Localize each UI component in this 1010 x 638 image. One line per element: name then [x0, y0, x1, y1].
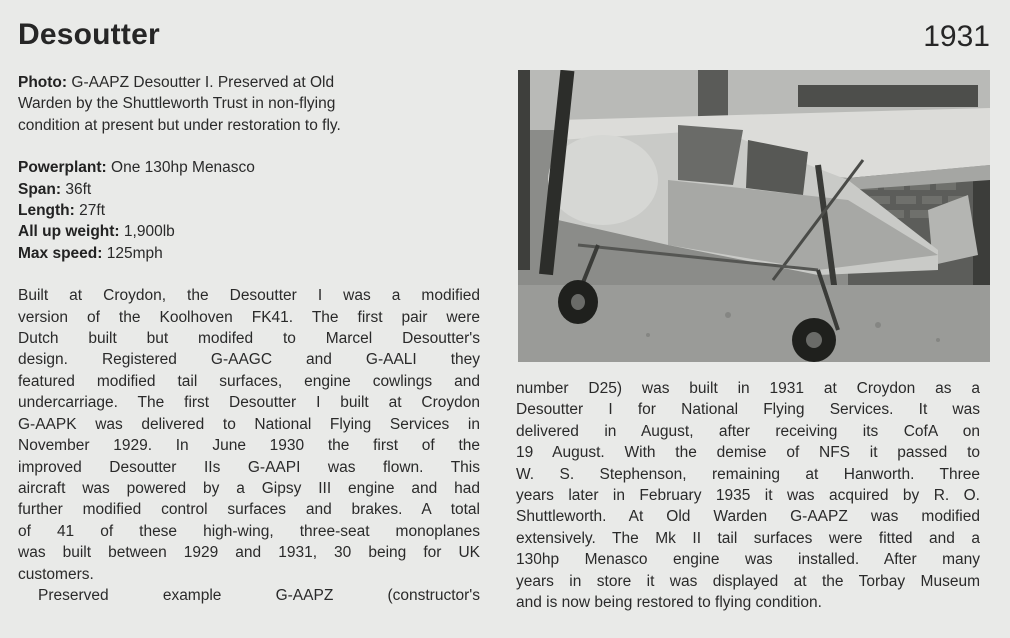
body-line: extensively. The Mk II tail surfaces were fitted and a	[516, 529, 980, 547]
body-line: aircraft was powered by a Gipsy III engine and had	[18, 479, 480, 497]
photo-caption-line: G-AAPZ Desoutter I. Preserved at Old	[71, 74, 335, 91]
body-line: years later in February 1935 it was acquired by R. O.	[516, 487, 980, 505]
body-line: version of the Koolhoven FK41. The first pair were	[18, 308, 480, 326]
body-line: further modified control surfaces and brakes. A total	[18, 501, 480, 519]
body-line: of 41 of these high-wing, three-seat monoplanes	[18, 522, 480, 540]
photo-caption-line: condition at present but under restoration to fly.	[18, 116, 341, 134]
body-line: number D25) was built in 1931 at Croydon as a	[516, 380, 980, 397]
spec-value: 1,900lb	[123, 223, 175, 241]
body-line: years in store it was displayed at the Torbay Museum	[516, 572, 980, 590]
body-line: 130hp Menasco engine was installed. After many	[516, 551, 980, 569]
body-line: November 1929. In June 1930 the first of the	[18, 437, 480, 455]
body-line: Preserved example G-AAPZ (constructor's	[38, 586, 480, 604]
body-line: W. S. Stephenson, remaining at Hanworth. Three	[516, 465, 980, 483]
body-line: design. Registered G-AAGC and G-AALI they	[18, 351, 480, 369]
body-line: Desoutter I for National Flying Services. It was	[516, 401, 980, 419]
body-line: customers.	[18, 565, 94, 583]
body-line: 19 August. With the demise of NFS it passed to	[516, 444, 980, 462]
right-column	[516, 378, 980, 613]
body-line: G-AAPK was delivered to National Flying Services in	[18, 415, 480, 433]
left-column	[18, 72, 480, 606]
spec-value: 36ft	[65, 180, 92, 198]
photo-caption	[18, 72, 480, 136]
body-line: featured modified tail surfaces, engine cowlings and	[18, 372, 480, 390]
desoutter-aircraft-image	[518, 70, 990, 362]
aircraft-photo	[518, 70, 990, 362]
spec-value: 125mph	[106, 244, 163, 262]
spec-value: 27ft	[79, 202, 105, 220]
spec-list	[18, 157, 480, 264]
body-text-left	[18, 285, 480, 606]
photo-caption-line: Warden by the Shuttleworth Trust in non-flying	[18, 95, 336, 113]
photo-caption-label: Photo:	[18, 74, 68, 91]
body-line: Shuttleworth. At Old Warden G-AAPZ was modified	[516, 508, 980, 526]
spec-label: Powerplant:	[18, 159, 107, 177]
body-line: delivered in August, after receiving its CofA on	[516, 422, 980, 440]
spec-label: Max speed:	[18, 244, 103, 262]
body-line: Built at Croydon, the Desoutter I was a modified	[18, 287, 480, 305]
spec-label: Length:	[18, 202, 75, 220]
spec-value: One 130hp Menasco	[111, 159, 255, 177]
body-line: undercarriage. The first Desoutter I built at Croydon	[18, 394, 480, 412]
year-heading: 1931	[923, 20, 990, 53]
body-line: and is now being restored to flying condition.	[516, 594, 822, 612]
spec-label: Span:	[18, 180, 62, 198]
body-line: was built between 1929 and 1931, 30 being for UK	[18, 544, 480, 562]
spec-label: All up weight:	[18, 223, 120, 241]
page-title: Desoutter	[18, 18, 160, 51]
body-line: Dutch built but modifed to Marcel Desoutter's	[18, 330, 480, 348]
body-line: improved Desoutter IIs G-AAPI was flown. This	[18, 458, 480, 476]
